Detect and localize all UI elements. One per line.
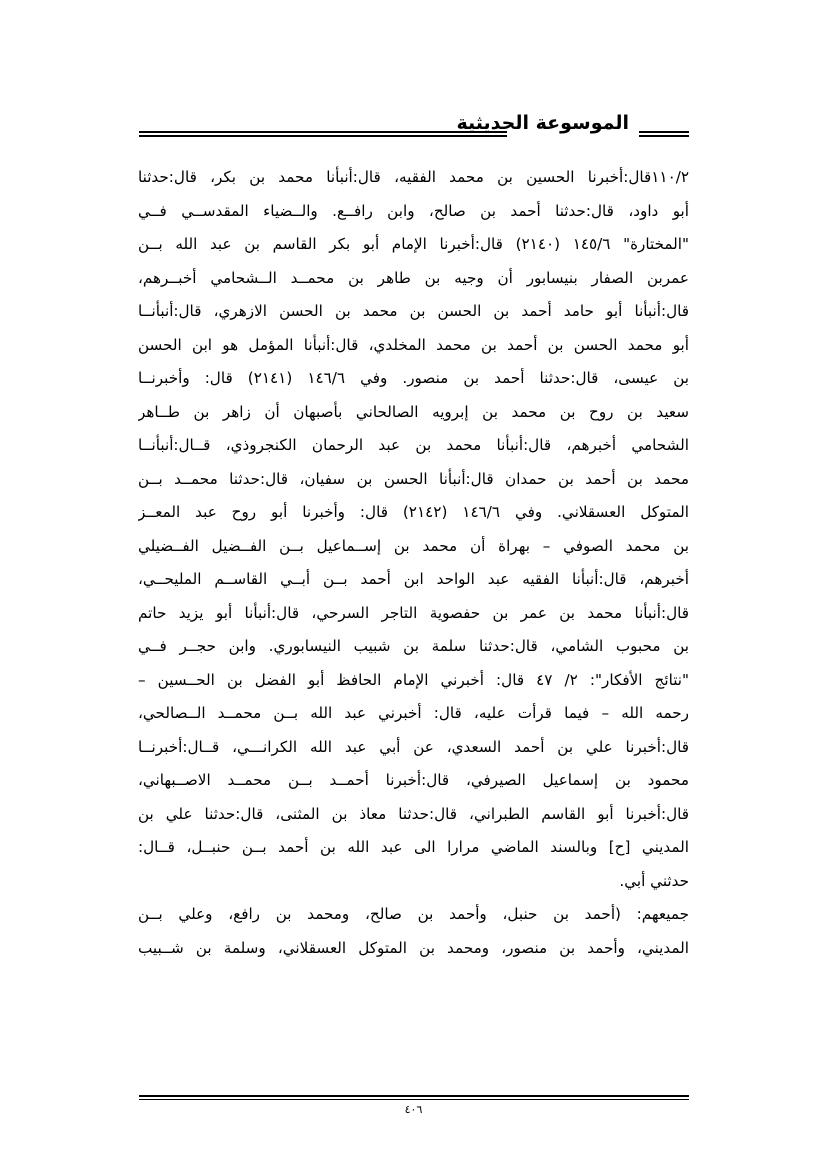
text-line: الشحامي أخبرهم، قال:أنبأنا محمد بن عبد الرحمان الكنجروذي، قــال:أنبأنــا <box>138 436 689 454</box>
text-line: بن عيسى، قال:حدثنا أحمد بن منصور. وفي ١٤٦/٦ (٢١٤١) قال: وأخبرنــا <box>138 369 689 387</box>
header-rule-short <box>639 131 689 137</box>
body-text <box>138 161 689 965</box>
text-line: بن محمد الصوفي – بهراة أن محمد بن إســماعيل بــن الفــضيل الفــضيلي <box>138 536 689 555</box>
text-line: المديني، وأحمد بن منصور، ومحمد بن المتوكل العسقلاني، وسلمة بن شــبيب <box>138 938 689 957</box>
text-line: أخبرهم، قال:أنبأنا الفقيه عبد الواحد ابن أحمد بــن أبــي القاســم المليحــي، <box>138 570 689 588</box>
text-line: المتوكل العسقلاني. وفي ١٤٦/٦ (٢١٤٢) قال: وأخبرنا أبو روح عبد المعــز <box>138 503 689 521</box>
text-line: محمود بن إسماعيل الصيرفي، قال:أخبرنا أحمــد بــن محمــد الاصــبهاني، <box>138 771 689 789</box>
text-line: حدثني أبي. <box>619 871 689 890</box>
paragraph-1 <box>138 161 689 898</box>
text-line: أبو داود، قال:حدثنا أحمد بن صالح، وابن رافــع. والــضياء المقدســي فــي <box>138 201 689 220</box>
text-line: قال:أخبرنا أبو القاسم الطبراني، قال:حدثنا معاذ بن المثنى، قال:حدثنا علي بن <box>138 804 689 823</box>
text-line: رحمه الله – فيما قرأت عليه، قال: أخبرني عبد الله بــن محمــد الــصالحي، <box>138 704 689 722</box>
text-line: محمد بن أحمد بن حمدان قال:أنبأنا الحسن بن سفيان، قال:حدثنا محمــد بــن <box>138 469 689 488</box>
text-line: قال:أخبرنا علي بن أحمد السعدي، عن أبي عبد الله الكرانـــي، قــال:أخبرنــا <box>138 737 689 756</box>
page-number: ٤٠٦ <box>404 1103 423 1116</box>
text-line: عمربن الصفار بنيسابور أن وجيه بن طاهر بن محمــد الــشحامي أخبــرهم، <box>138 268 689 287</box>
text-line: قال:أنبأنا محمد بن عمر بن حفصوية التاجر السرحي، قال:أنبأنا أبو يزيد حاتم <box>138 603 689 622</box>
text-line: جميعهم: (أحمد بن حنبل، وأحمد بن صالح، ومحمد بن رافع، وعلي بــن <box>138 905 689 923</box>
header-title: الموسوعة الحديثية <box>456 112 629 134</box>
text-line: المديني [ح] وبالسند الماضي مرارا الى عبد الله بن أحمد بــن حنبــل، قــال: <box>138 838 689 856</box>
header-rule-long <box>139 131 507 137</box>
paragraph-2 <box>138 898 689 965</box>
text-line: بن محبوب الشامي، قال:حدثنا سلمة بن شبيب النيسابوري. وابن حجــر فــي <box>138 637 689 655</box>
footer-rule <box>139 1095 689 1100</box>
text-line: "المختارة" ١٤٥/٦ (٢١٤٠) قال:أخبرنا الإمام أبو بكر القاسم بن عبد الله بــن <box>138 235 689 253</box>
running-header <box>139 112 689 142</box>
text-line: ١١٠/٢قال:أخبرنا الحسين بن محمد الفقيه، قال:أنبأنا محمد بن بكر، قال:حدثنا <box>138 168 689 186</box>
text-line: سعيد بن روح بن محمد بن إبرويه الصالحاني بأصبهان أن زاهر بن طــاهر <box>138 402 689 421</box>
text-line: قال:أنبأنا أبو حامد أحمد بن الحسن بن محمد بن الحسن الازهري، قال:أنبأنــا <box>138 302 689 320</box>
text-line: "نتائج الأفكار": ٢/ ٤٧ قال: أخبرني الإمام الحافظ أبو الفضل بن الحــسين – <box>138 670 689 689</box>
text-line: أبو محمد الحسن بن أحمد بن محمد المخلدي، قال:أنبأنا المؤمل هو ابن الحسن <box>138 335 689 354</box>
